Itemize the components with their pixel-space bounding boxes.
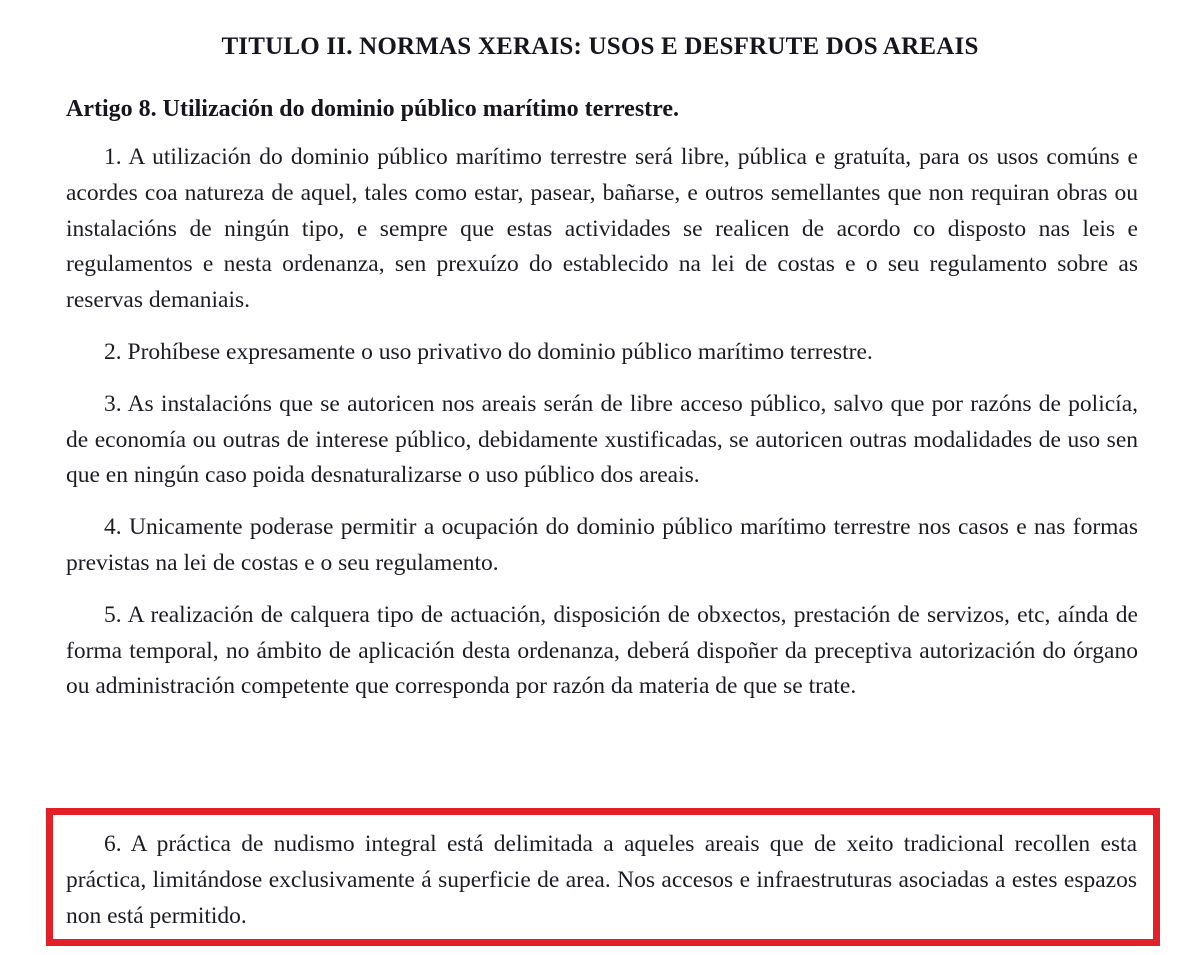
article-heading: Artigo 8. Utilización do dominio público marítimo terrestre. xyxy=(66,96,680,122)
paragraph-4: 4. Unicamente poderase permitir a ocupación do dominio público marítimo terrestre nos casos e nas formas previstas na lei de costas e o seu regulamento. xyxy=(66,514,1138,576)
highlight-annotation-box xyxy=(46,808,1160,946)
document-body xyxy=(0,94,1200,855)
paragraph-2: 2. Prohíbese expresamente o uso privativo do dominio público marítimo terrestre. xyxy=(104,338,873,365)
document-title: TITULO II. NORMAS XERAIS: USOS E DESFRUTE DOS AREAIS xyxy=(221,33,979,60)
paragraph-5: 5. A realización de calquera tipo de actuación, disposición de obxectos, prestación de servizos, etc, aínda de forma temporal, no ámbito de aplicación desta ordenanza, deberá dispoñer da preceptiva autorización do órgano ou administración competente que corresponda por razón da materia de que se trate. xyxy=(66,601,1138,700)
paragraph-6-highlighted: 6. A práctica de nudismo integral está delimitada a aqueles areais que de xeito tradicional recollen esta práctica, limitándose exclusivamente á superficie de area. Nos accesos e infraestruturas asociadas a estes espazos non está permitido. xyxy=(66,831,1137,929)
paragraph-1: 1. A utilización do dominio público marítimo terrestre será libre, pública e gratuíta, para os usos comúns e acordes coa natureza de aquel, tales como estar, pasear, bañarse, e outros semellantes que non requiran obras ou instalacións de ningún tipo, e sempre que estas actividades se realicen de acordo co disposto nas leis e regulamentos e nesta ordenanza, sen prexuízo do establecido na lei de costas e o seu regulamento sobre as reservas demaniais. xyxy=(66,144,1138,314)
paragraph-3: 3. As instalacións que se autoricen nos areais serán de libre acceso público, salvo que por razóns de policía, de economía ou outras de interese público, debidamente xustificadas, se autoricen outras modalidades de uso sen que en ningún caso poida desnaturalizarse o uso público dos areais. xyxy=(66,390,1138,489)
